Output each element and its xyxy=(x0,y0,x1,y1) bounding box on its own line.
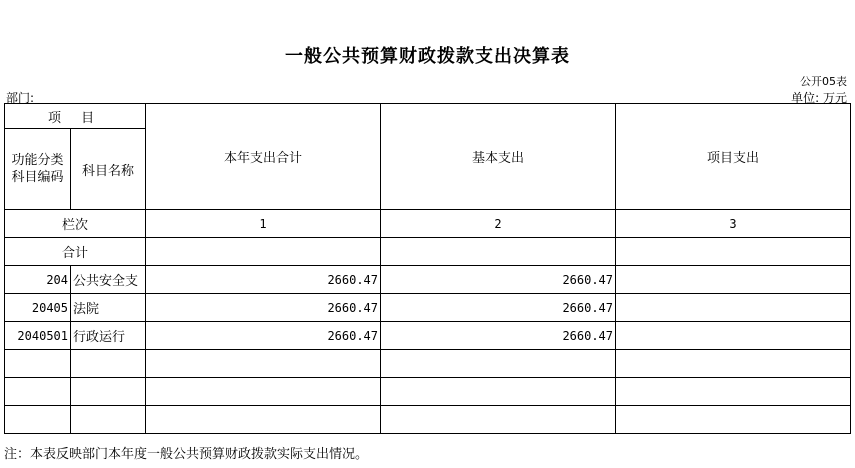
row-name: 公共安全支 xyxy=(71,266,146,294)
row-code: 204 xyxy=(5,266,71,294)
table-row xyxy=(5,322,851,350)
sequence-col-1: 1 xyxy=(146,210,381,238)
row-name: 法院 xyxy=(71,294,146,322)
total-row xyxy=(5,238,851,266)
table-row xyxy=(5,266,851,294)
expenditure-table xyxy=(4,103,851,434)
header-total-expenditure: 本年支出合计 xyxy=(146,104,381,210)
header-project-expenditure: 项目支出 xyxy=(616,104,851,210)
sequence-col-3: 3 xyxy=(616,210,851,238)
row-total: 2660.47 xyxy=(146,266,381,294)
row-basic xyxy=(381,350,616,378)
department-label: 部门: xyxy=(6,91,35,105)
table-row xyxy=(5,350,851,378)
row-project xyxy=(616,378,851,406)
row-basic: 2660.47 xyxy=(381,266,616,294)
row-code xyxy=(5,378,71,406)
header-function-code: 功能分类科目编码 xyxy=(5,129,71,210)
row-code xyxy=(5,350,71,378)
row-project xyxy=(616,294,851,322)
header-project: 项 目 xyxy=(5,104,146,129)
row-project xyxy=(616,406,851,434)
row-project xyxy=(616,266,851,294)
table-row xyxy=(5,294,851,322)
row-total: 2660.47 xyxy=(146,322,381,350)
row-code: 20405 xyxy=(5,294,71,322)
sequence-row xyxy=(5,210,851,238)
table-row xyxy=(5,406,851,434)
table-row xyxy=(5,378,851,406)
header-row-project xyxy=(5,104,851,129)
row-total xyxy=(146,350,381,378)
page-title: 一般公共预算财政拨款支出决算表 xyxy=(285,46,570,67)
header-subject-name: 科目名称 xyxy=(71,129,146,210)
total-label: 合计 xyxy=(5,238,146,266)
row-name xyxy=(71,378,146,406)
row-basic xyxy=(381,378,616,406)
row-name: 行政运行 xyxy=(71,322,146,350)
row-name xyxy=(71,406,146,434)
form-number: 公开05表 xyxy=(800,75,847,88)
unit-label: 单位: 万元 xyxy=(791,91,847,105)
row-total: 2660.47 xyxy=(146,294,381,322)
row-project xyxy=(616,350,851,378)
row-code: 2040501 xyxy=(5,322,71,350)
total-col-1 xyxy=(146,238,381,266)
row-basic: 2660.47 xyxy=(381,322,616,350)
row-project xyxy=(616,322,851,350)
footnote: 注：本表反映部门本年度一般公共预算财政拨款实际支出情况。 xyxy=(4,447,369,462)
header-basic-expenditure: 基本支出 xyxy=(381,104,616,210)
row-basic xyxy=(381,406,616,434)
total-col-2 xyxy=(381,238,616,266)
row-name xyxy=(71,350,146,378)
sequence-label: 栏次 xyxy=(5,210,146,238)
row-code xyxy=(5,406,71,434)
total-col-3 xyxy=(616,238,851,266)
row-total xyxy=(146,378,381,406)
row-total xyxy=(146,406,381,434)
sequence-col-2: 2 xyxy=(381,210,616,238)
row-basic: 2660.47 xyxy=(381,294,616,322)
